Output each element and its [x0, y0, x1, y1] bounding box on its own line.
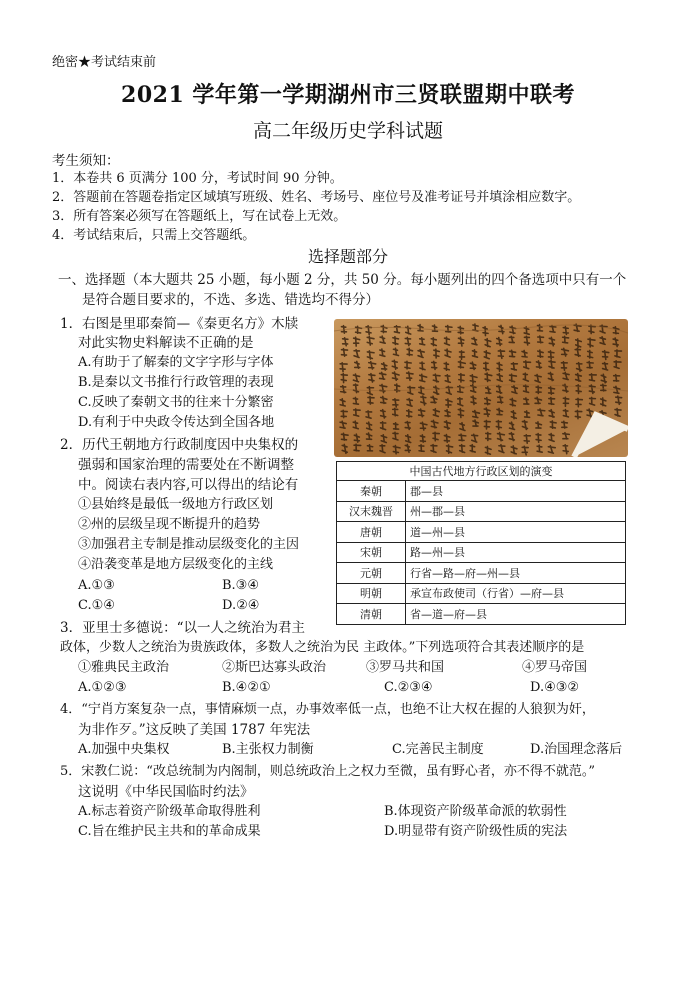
q4-stem: 为非作歹。”这反映了美国 1787 年宪法	[78, 722, 311, 738]
notice-item: 1．本卷共 6 页满分 100 分，考试时间 90 分钟。	[52, 171, 343, 186]
bamboo-slip-image	[334, 319, 628, 457]
q1-option-d: D.有利于中央政令传达到全国各地	[78, 415, 275, 430]
q3-option-d: D.④③②	[530, 680, 580, 695]
exam-subtitle: 高二年级历史学科试题	[252, 120, 443, 142]
notice-item: 4．考试结束后，只需上交答题纸。	[52, 228, 256, 243]
q2-item: ③加强君主专制是推动层级变化的主因	[78, 537, 300, 552]
dynasty-cell: 清朝	[337, 604, 406, 625]
system-cell: 承宣布政使司（行省）—府—县	[406, 583, 626, 604]
system-cell: 行省—路—府—州—县	[406, 563, 626, 584]
q2-option-a: A.①③	[78, 578, 115, 593]
q1-stem: 1．右图是里耶秦简—《秦更名方》木牍	[60, 316, 299, 332]
table-caption: 中国古代地方行政区划的演变	[337, 462, 626, 481]
table-row	[337, 583, 626, 604]
q2-option-b: B.③④	[222, 578, 259, 593]
table-row	[337, 522, 626, 543]
q2-stem: 强弱和国家治理的需要处在不断调整	[78, 457, 294, 473]
system-cell: 道—州—县	[406, 522, 626, 543]
notice-item: 2．答题前在答题卷指定区域填写班级、姓名、考场号、座位号及准考证号并填涂相应数字。	[52, 190, 581, 205]
table-row	[337, 563, 626, 584]
q4-stem: 4．“宁肖方案复杂一点，事情麻烦一点，办事效率低一点，也绝不让大权在握的人狼狈为奸，	[60, 702, 595, 717]
dynasty-cell: 宋朝	[337, 542, 406, 563]
q3-option-b: B.④②①	[222, 680, 271, 695]
q2-option-d: D.②④	[222, 598, 260, 613]
q5-option-a: A.标志着资产阶级革命取得胜利	[78, 804, 261, 819]
secret-label: 绝密★考试结束前	[52, 55, 157, 70]
q2-option-c: C.①④	[78, 598, 115, 613]
notice-item: 3．所有答案必须写在答题纸上，写在试卷上无效。	[52, 209, 347, 224]
exam-title: 2021 学年第一学期湖州市三贤联盟期中联考	[121, 82, 575, 108]
q3-option-c: C.②③④	[384, 680, 433, 695]
q4-option-c: C.完善民主制度	[392, 742, 484, 757]
table-row	[337, 501, 626, 522]
q4-option-d: D.治国理念落后	[530, 742, 623, 757]
q5-option-d: D.明显带有资产阶级性质的宪法	[384, 824, 568, 839]
q3-item: ③罗马共和国	[366, 660, 445, 675]
dynasty-cell: 明朝	[337, 583, 406, 604]
slip-texture	[334, 319, 628, 457]
dynasty-cell: 汉末魏晋	[337, 501, 406, 522]
table-row	[337, 542, 626, 563]
q1-option-b: B.是秦以文书推行行政管理的表现	[78, 375, 274, 390]
q1-option-a: A.有助于了解秦的文字字形与字体	[78, 355, 274, 370]
q1-option-c: C.反映了秦朝文书的往来十分繁密	[78, 395, 274, 410]
table-row	[337, 481, 626, 502]
q5-option-c: C.旨在维护民主共和的革命成果	[78, 824, 261, 839]
q3-stem: 3．亚里士多德说：“以一人之统治为君主	[60, 620, 305, 636]
table-row	[337, 604, 626, 625]
system-cell: 郡—县	[406, 481, 626, 502]
q3-item: ④罗马帝国	[522, 660, 588, 675]
q3-item: ②斯巴达寡头政治	[222, 660, 327, 675]
dynasty-cell: 唐朝	[337, 522, 406, 543]
q5-option-b: B.体现资产阶级革命派的软弱性	[384, 804, 567, 819]
q4-option-b: B.主张权力制衡	[222, 742, 314, 757]
q2-stem: 2．历代王朝地方行政制度因中央集权的	[60, 437, 299, 453]
q3-stem: 政体，少数人之统治为贵族政体，多数人之统治为民 主政体。”下列选项符合其表述顺序的是	[60, 640, 585, 655]
q5-stem: 这说明《中华民国临时约法》	[78, 784, 254, 800]
section-intro: 是符合题目要求的，不选、多选、错选均不得分）	[82, 292, 379, 308]
q2-item: ④沿袭变革是地方层级变化的主线	[78, 557, 274, 572]
q3-option-a: A.①②③	[78, 680, 127, 695]
q2-stem: 中。阅读右表内容,可以得出的结论有	[78, 477, 299, 493]
q1-stem: 对此实物史料解读不正确的是	[78, 335, 254, 351]
section-title: 选择题部分	[307, 247, 388, 266]
q5-stem: 5．宋教仁说：“改总统制为内阁制，则总统政治上之权力至微，虽有野心者，亦不得不就范。”	[60, 764, 596, 779]
system-cell: 州—郡—县	[406, 501, 626, 522]
q2-item: ②州的层级呈现不断提升的趋势	[78, 517, 261, 532]
system-cell: 路—州—县	[406, 542, 626, 563]
dynasty-cell: 秦朝	[337, 481, 406, 502]
q4-option-a: A.加强中央集权	[78, 742, 170, 757]
notice-heading: 考生须知：	[52, 153, 120, 169]
section-intro: 一、选择题（本大题共 25 小题，每小题 2 分，共 50 分。每小题列出的四个备选项中只有一个	[58, 272, 627, 288]
q3-item: ①雅典民主政治	[78, 660, 170, 675]
q2-item: ①县始终是最低一级地方行政区划	[78, 497, 274, 512]
dynasty-cell: 元朝	[337, 563, 406, 584]
admin-division-table	[336, 461, 626, 625]
system-cell: 省—道—府—县	[406, 604, 626, 625]
